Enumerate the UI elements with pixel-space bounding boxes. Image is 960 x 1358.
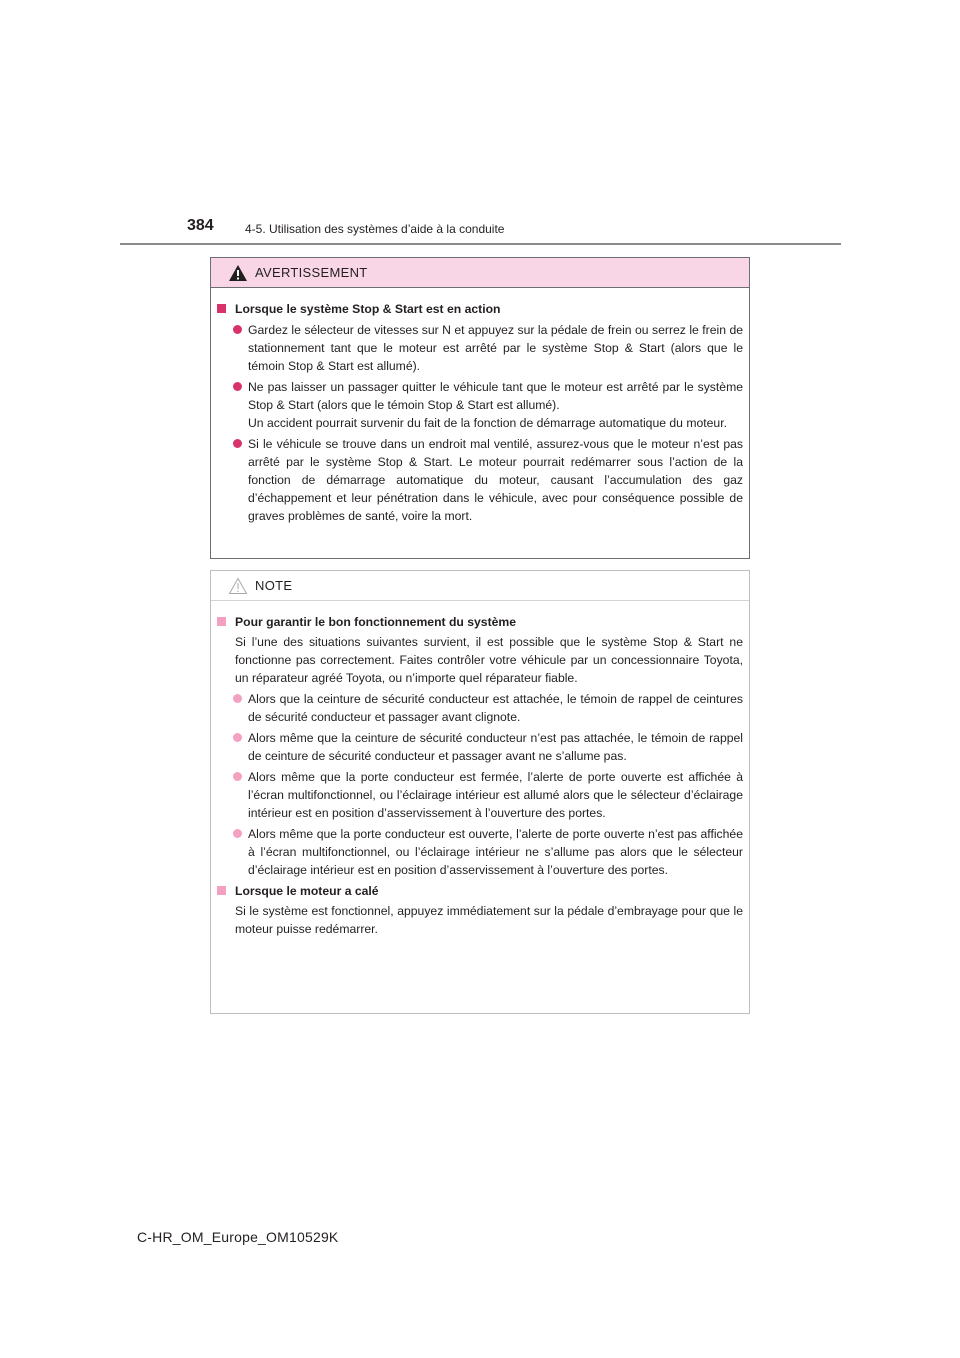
warning-bullet: Si le véhicule se trouve dans un endroit mal ventilé, assurez-vous que le moteur n’est pas arrêté par le système Stop & Start. Le moteur pourrait redémarrer sous l’action de la fonction de démarrage automatique du moteur, causant l’accumulation des gaz d’échappement et leur pénétration dans le véhicule, avec pour conséquence possible de graves problèmes de santé, voire la mort. [217,435,743,525]
note-section-heading: Lorsque le moteur a calé [217,882,743,900]
warning-section-heading: Lorsque le système Stop & Start est en action [217,300,743,318]
round-bullet-icon [233,439,242,448]
square-bullet-icon [217,886,226,895]
caution-triangle-icon [228,577,248,595]
note-intro: Si l’une des situations suivantes survient, il est possible que le système Stop & Start ne fonctionne pas correctement. Faites contrôler votre véhicule par un concessionnaire Toyota, un réparateur agréé Toyota, ou n’importe quel réparateur fiable. [235,635,743,685]
warning-header [211,258,749,288]
round-bullet-icon [233,829,242,838]
round-bullet-icon [233,694,242,703]
square-bullet-icon [217,304,226,313]
section-title: 4-5. Utilisation des systèmes d’aide à la conduite [245,222,505,236]
page-number: 384 [187,217,214,234]
note-body [211,601,749,938]
round-bullet-icon [233,325,242,334]
square-bullet-icon [217,617,226,626]
note-intro: Si le système est fonctionnel, appuyez immédiatement sur la pédale d’embrayage pour que le moteur puisse redémarrer. [235,904,743,936]
warning-bullet: Gardez le sélecteur de vitesses sur N et appuyez sur la pédale de frein ou serrez le frein de stationnement tant que le moteur est arrêté par le système Stop & Start (alors que le témoin Stop & Start est allumé). [217,321,743,375]
note-bullet: Alors que la ceinture de sécurité conducteur est attachée, le témoin de rappel de ceintures de sécurité conducteur et passager avant clignote. [217,690,743,726]
round-bullet-icon [233,772,242,781]
warning-body [211,288,749,525]
warning-title: AVERTISSEMENT [255,265,368,280]
note-section-heading: Pour garantir le bon fonctionnement du système [217,613,743,631]
round-bullet-icon [233,733,242,742]
header-divider [120,243,841,245]
note-title: NOTE [255,578,293,593]
warning-bullet-continuation: Un accident pourrait survenir du fait de la fonction de démarrage automatique du moteur. [248,416,727,430]
note-bullet: Alors même que la ceinture de sécurité conducteur n’est pas attachée, le témoin de rappel de ceinture de sécurité conducteur et passager avant ne s’allume pas. [217,729,743,765]
warning-bullet: Ne pas laisser un passager quitter le véhicule tant que le moteur est arrêté par le système Stop & Start (alors que le témoin Stop & Start est allumé). Un accident pourrait survenir du fait de la fonction de démarrage automatique du moteur. [217,378,743,432]
note-box [210,570,750,1014]
document-code: C-HR_OM_Europe_OM10529K [137,1229,339,1245]
round-bullet-icon [233,382,242,391]
note-bullet: Alors même que la porte conducteur est fermée, l’alerte de porte ouverte est affichée à l’écran multifonctionnel, ou l’éclairage intérieur est allumé alors que le sélecteur d’éclairage intérieur est en position d’asservissement à l’ouverture des portes. [217,768,743,822]
warning-box [210,257,750,559]
warning-triangle-icon [228,264,248,282]
note-bullet: Alors même que la porte conducteur est ouverte, l’alerte de porte ouverte n’est pas affichée à l’écran multifonctionnel, ou l’éclairage intérieur ne s’allume pas alors que le sélecteur d’éclairage intérieur est en position d’asservissement à l’ouverture des portes. [217,825,743,879]
note-header [211,571,749,601]
